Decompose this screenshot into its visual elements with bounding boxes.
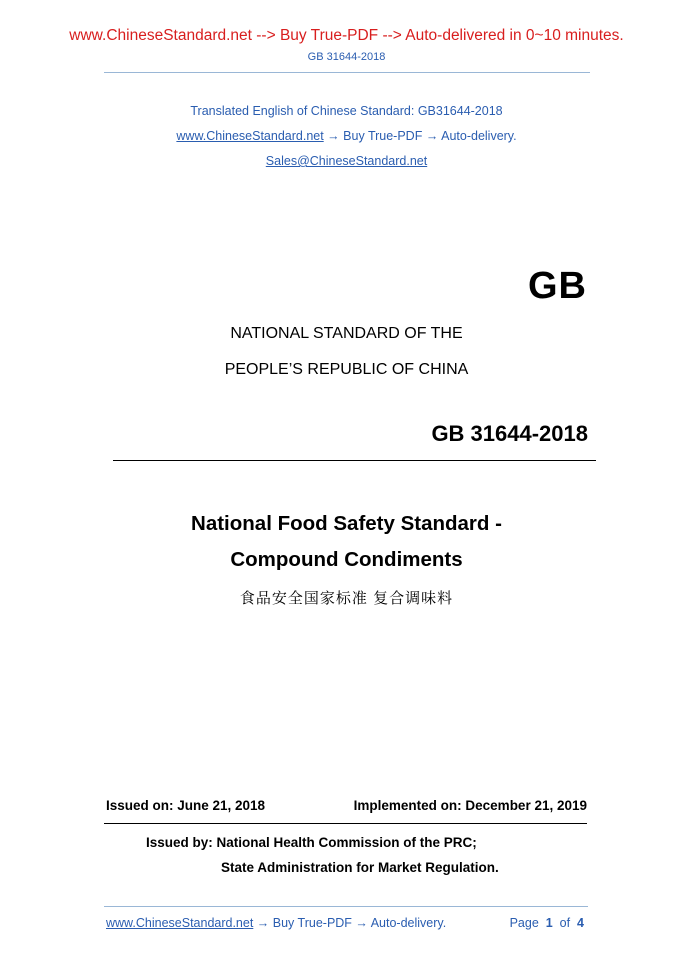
issued-by-line2: State Administration for Market Regulation. (221, 860, 499, 875)
national-standard-line2: PEOPLE’S REPUBLIC OF CHINA (224, 361, 469, 378)
issue-divider (104, 823, 587, 824)
national-standard-line1: NATIONAL STANDARD OF THE (230, 325, 463, 342)
buy-link-line (0, 129, 693, 143)
footer-site-link[interactable]: www.ChineseStandard.net (106, 916, 254, 930)
header-standard-code: GB 31644-2018 (307, 51, 386, 63)
translated-note: Translated English of Chinese Standard: GB31644-2018 (190, 104, 503, 118)
top-banner[interactable]: www.ChineseStandard.net --> Buy True-PDF --> Auto-delivered in 0~10 minutes. (69, 27, 624, 44)
title-chinese: 食品安全国家标准 复合调味料 (239, 590, 454, 607)
implemented-on-date: Implemented on: December 21, 2019 (353, 798, 587, 813)
site-link[interactable]: www.ChineseStandard.net (176, 129, 324, 143)
footer-buy-text: → Buy True-PDF → Auto-delivery. (253, 916, 447, 930)
issued-by-line1: Issued by: National Health Commission of the PRC; (146, 835, 477, 850)
footer-divider (104, 906, 588, 907)
page-current: 1 (545, 916, 553, 930)
cover-divider (113, 460, 596, 461)
buy-true-pdf-link[interactable]: Buy True-PDF (343, 129, 423, 143)
title-line2: Compound Condiments (230, 548, 463, 571)
footer-link-line (106, 916, 446, 930)
page-label: Page (509, 916, 539, 930)
standard-number: GB 31644-2018 (431, 421, 588, 446)
header-divider (104, 72, 590, 73)
page-total: 4 (577, 916, 584, 930)
arrow-icon: → (422, 129, 442, 143)
email-line (0, 154, 693, 168)
page-of: of (559, 916, 571, 930)
page-indicator (510, 916, 584, 930)
issued-on-date: Issued on: June 21, 2018 (106, 798, 266, 813)
arrow-icon: → (323, 129, 344, 143)
gb-logo: GB (528, 265, 587, 307)
auto-delivery-text: Auto-delivery. (441, 129, 517, 143)
sales-email-link[interactable]: Sales@ChineseStandard.net (265, 154, 428, 168)
title-line1: National Food Safety Standard - (191, 512, 502, 535)
